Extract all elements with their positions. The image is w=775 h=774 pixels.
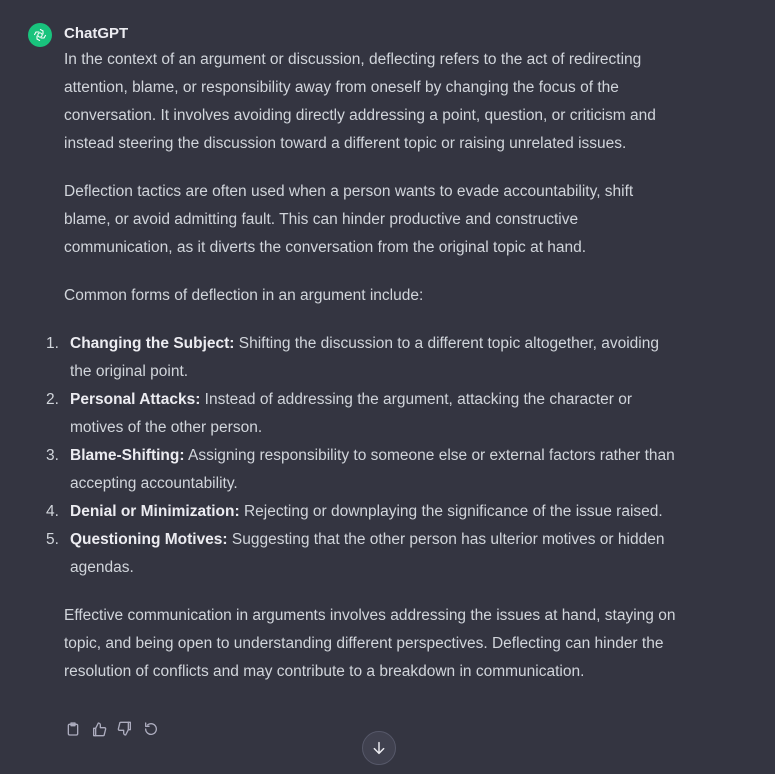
paragraph-list-intro: Common forms of deflection in an argument include: (64, 287, 424, 304)
paragraph-tactics: Deflection tactics are often used when a person wants to evade accountability, shift blame, or avoid admitting fault. This can hinder productive and constructive communication, as it diverts the conversation from the original topic at hand. (64, 183, 634, 256)
thumbs-up-icon (91, 721, 107, 737)
regenerate-icon (143, 721, 159, 737)
message-actions (64, 720, 160, 738)
list-item: 5. Questioning Motives: Suggesting that the other person has ulterior motives or hidden agendas. (46, 531, 665, 576)
thumbs-down-icon (117, 721, 133, 737)
openai-logo-icon (32, 27, 48, 43)
deflection-forms-list (46, 330, 684, 582)
thumbs-up-button[interactable] (90, 720, 108, 738)
scroll-to-bottom-button[interactable] (362, 731, 396, 765)
arrow-down-icon (371, 740, 387, 756)
list-item: 1. Changing the Subject: Shifting the discussion to a different topic altogether, avoiding the original point. (46, 335, 659, 380)
paragraph-definition: In the context of an argument or discussion, deflecting refers to the act of redirecting attention, blame, or responsibility away from oneself by changing the focus of the conversation. It involves avoiding directly addressing a point, question, or criticism and instead steering the discussion toward a different topic or raising unrelated issues. (64, 51, 656, 152)
thumbs-down-button[interactable] (116, 720, 134, 738)
regenerate-button[interactable] (142, 720, 160, 738)
copy-icon (65, 721, 81, 737)
list-item: 2. Personal Attacks: Instead of addressing the argument, attacking the character or motives of the other person. (46, 391, 633, 436)
paragraph-closing: Effective communication in arguments involves addressing the issues at hand, staying on topic, and being open to understanding different perspectives. Deflecting can hinder the resolution of conflicts and may contribute to a breakdown in communication. (64, 607, 676, 680)
chatgpt-avatar (28, 23, 52, 47)
list-item: 4. Denial or Minimization: Rejecting or downplaying the significance of the issue raised. (46, 503, 663, 520)
list-item: 3. Blame-Shifting: Assigning responsibility to someone else or external factors rather than accepting accountability. (46, 447, 675, 492)
message-content (46, 46, 684, 706)
message-author: ChatGPT (64, 25, 129, 42)
copy-button[interactable] (64, 720, 82, 738)
